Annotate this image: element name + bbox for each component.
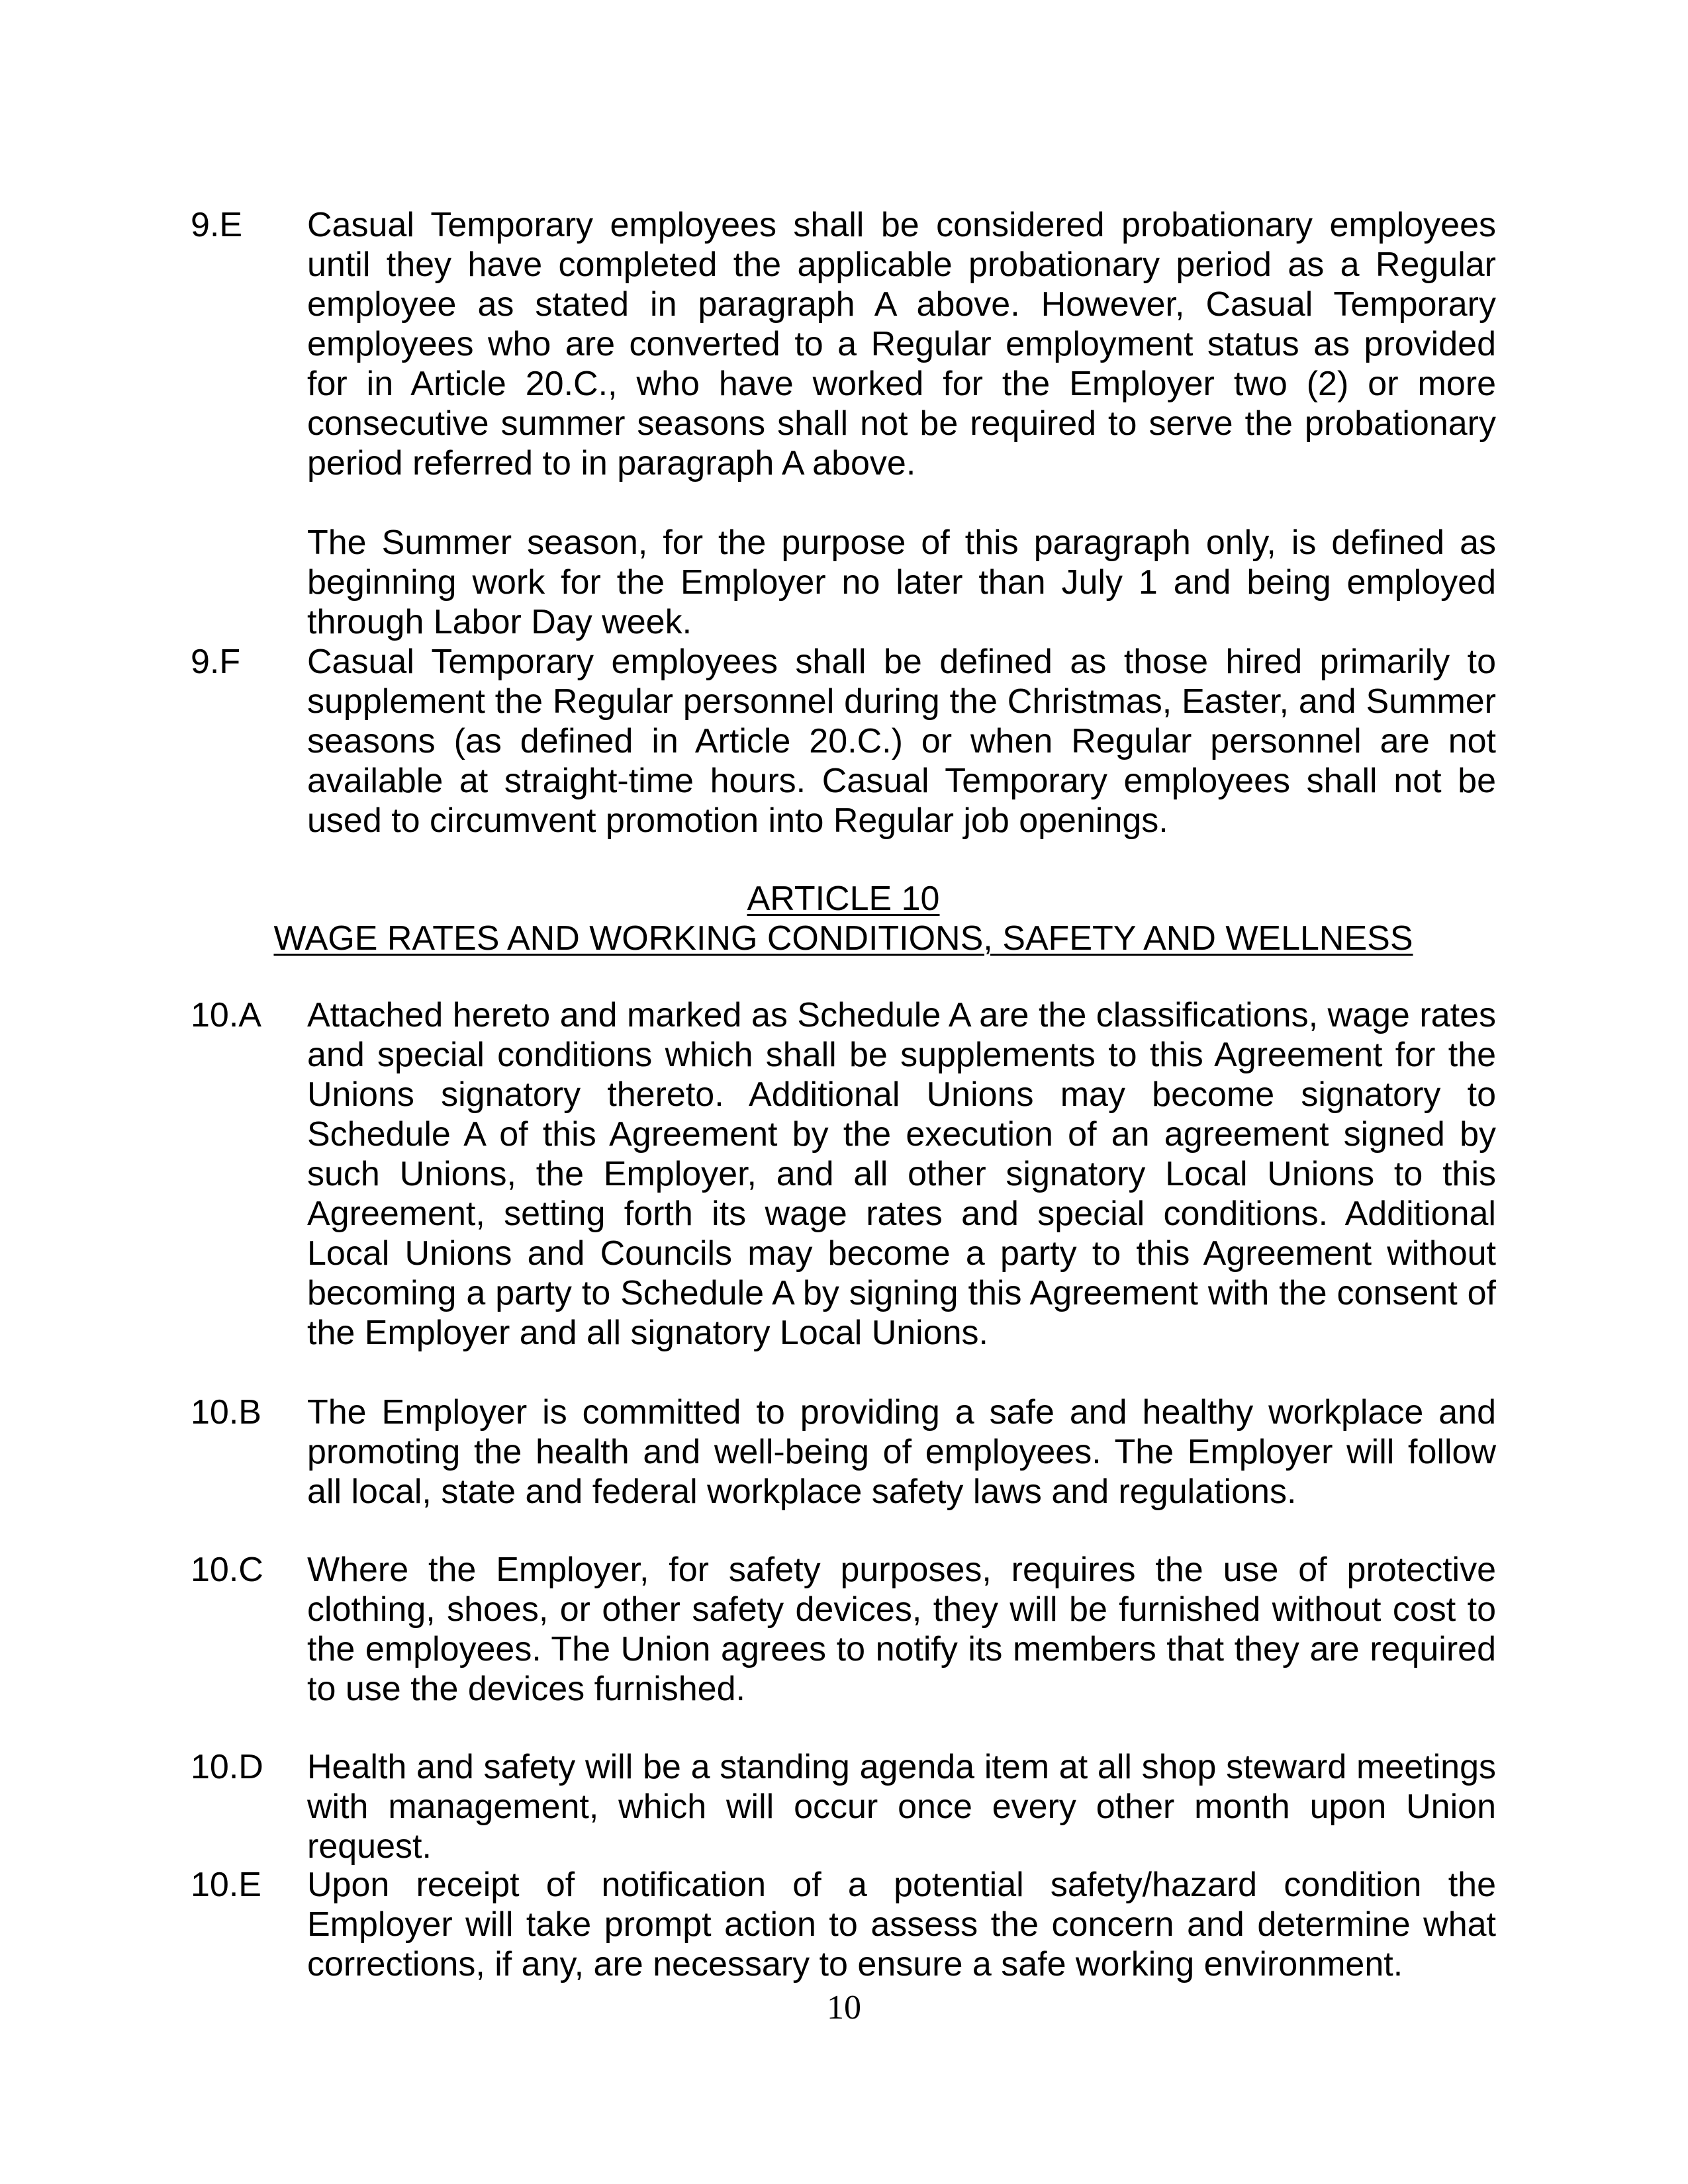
section-paragraph: Attached hereto and marked as Schedule A are the classifications, wage rates and special conditions which shall be supplements to this Agreement for the Unions signatory thereto. Additional Unions may become signatory to Schedule A of this Agreement by the execution of an agreement signed by such Unions, the Employer, and all other signatory Local Unions to this Agreement, setting forth its wage rates and special conditions. Additional Local Unions and Councils may become a party to this Agreement without becoming a party to Schedule A by signing this Agreement with the consent of the Employer and all signatory Local Unions. bbox=[307, 996, 1496, 1352]
section-body bbox=[307, 1865, 1496, 1984]
section-10a bbox=[191, 995, 1496, 1353]
article-heading bbox=[191, 879, 1496, 958]
section-number: 9.F bbox=[191, 643, 241, 681]
section-number: 10.B bbox=[191, 1393, 261, 1432]
section-paragraph: The Summer season, for the purpose of this paragraph only, is defined as beginning work for the Employer no later than July 1 and being employed through Labor Day week. bbox=[307, 523, 1496, 641]
section-body bbox=[307, 995, 1496, 1353]
section-number: 10.A bbox=[191, 996, 261, 1034]
section-body bbox=[307, 1392, 1496, 1512]
page-number: 10 bbox=[827, 1989, 861, 2026]
section-body bbox=[307, 205, 1496, 642]
section-number: 10.C bbox=[191, 1551, 263, 1589]
section-paragraph: The Employer is committed to providing a safe and healthy workplace and promoting the health and well-being of employees. The Employer will follow all local, state and federal workplace safety laws and regulations. bbox=[307, 1393, 1496, 1511]
section-body bbox=[307, 1747, 1496, 1866]
section-number: 10.E bbox=[191, 1866, 261, 1904]
section-paragraph: Casual Temporary employees shall be considered probationary employees until they have completed the applicable probationary period as a Regular employee as stated in paragraph A above. However, Casual Temporary employees who are converted to a Regular employment status as provided for in Article 20.C., who have worked for the Employer two (2) or more consecutive summer seasons shall not be required to serve the probationary period referred to in paragraph A above. bbox=[307, 206, 1496, 482]
section-body bbox=[307, 642, 1496, 841]
section-10d bbox=[191, 1747, 1496, 1866]
section-10e bbox=[191, 1865, 1496, 1984]
section-9e bbox=[191, 205, 1496, 642]
section-number: 9.E bbox=[191, 206, 243, 244]
section-paragraph: Casual Temporary employees shall be defined as those hired primarily to supplement the Regular personnel during the Christmas, Easter, and Summer seasons (as defined in Article 20.C.) or when Regular personnel are not available at straight-time hours. Casual Temporary employees shall not be used to circumvent promotion into Regular job openings. bbox=[307, 643, 1496, 840]
section-paragraph: Where the Employer, for safety purposes, requires the use of protective clothing, shoes, or other safety devices, they will be furnished without cost to the employees. The Union agrees to notify its members that they are required to use the devices furnished. bbox=[307, 1551, 1496, 1708]
article-number: ARTICLE 10 bbox=[747, 880, 940, 918]
section-body bbox=[307, 1550, 1496, 1709]
section-number: 10.D bbox=[191, 1748, 263, 1786]
article-title: WAGE RATES AND WORKING CONDITIONS, SAFETY AND WELLNESS bbox=[273, 919, 1413, 958]
section-paragraph: Upon receipt of notification of a potential safety/hazard condition the Employer will take prompt action to assess the concern and determine what corrections, if any, are necessary to ensure a safe working environment. bbox=[307, 1866, 1496, 1983]
section-10c bbox=[191, 1550, 1496, 1709]
section-10b bbox=[191, 1392, 1496, 1512]
section-9f bbox=[191, 642, 1496, 841]
section-paragraph: Health and safety will be a standing agenda item at all shop steward meetings with management, which will occur once every other month upon Union request. bbox=[307, 1748, 1496, 1866]
